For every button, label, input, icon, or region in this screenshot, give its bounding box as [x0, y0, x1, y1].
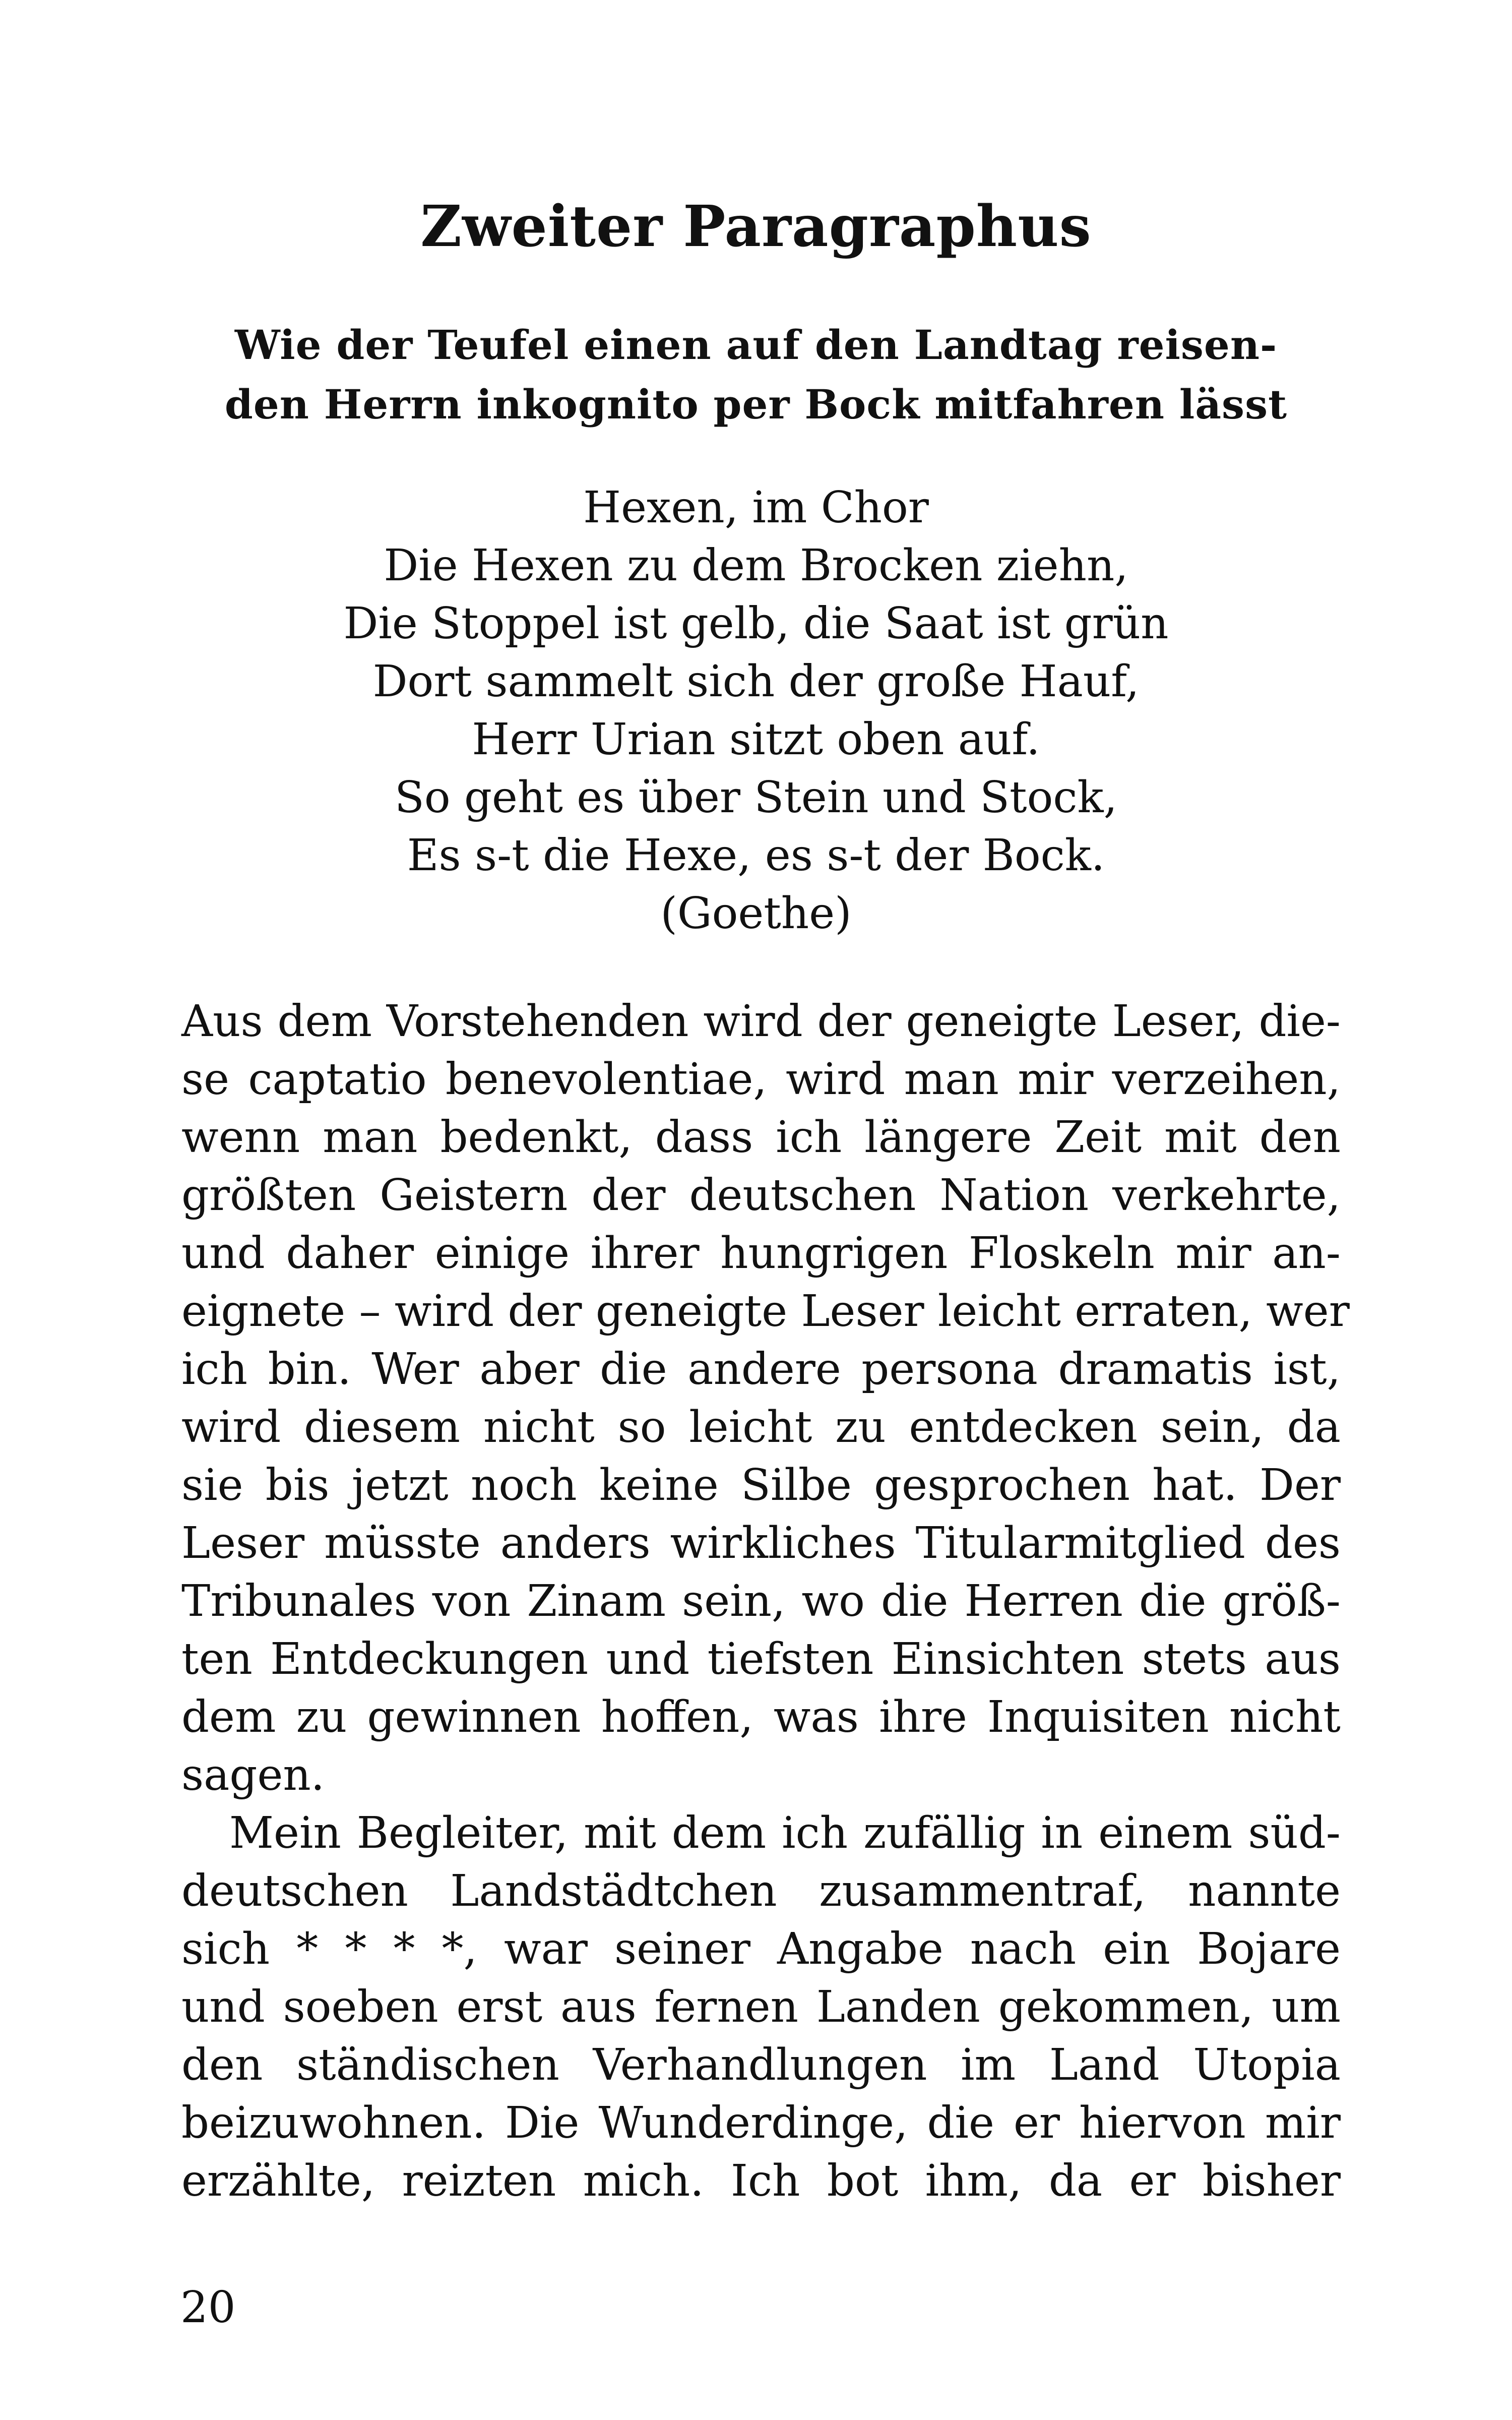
epigraph-line: So geht es über Stein und Stock,: [394, 772, 1118, 823]
paragraph: [181, 993, 1350, 1804]
text-line: ich bin. Wer aber die andere persona dramatis ist,: [181, 1344, 1341, 1395]
text-line: erzählte, reizten mich. Ich bot ihm, da er bisher: [181, 2156, 1341, 2206]
epigraph-line: Die Hexen zu dem Brocken ziehn,: [384, 540, 1128, 591]
text-line: dem zu gewinnen hoffen, was ihre Inquisiten nicht: [181, 1692, 1341, 1742]
text-line: Mein Begleiter, mit dem ich zufällig in einem süd-: [229, 1808, 1341, 1858]
text-line: den ständischen Verhandlungen im Land Utopia: [181, 2040, 1341, 2090]
epigraph-poem: [0, 479, 1512, 943]
text-line: Leser müsste anders wirkliches Titularmitglied des: [181, 1518, 1341, 1568]
text-line: sagen.: [181, 1750, 325, 1800]
epigraph-line: Hexen, im Chor: [583, 482, 929, 533]
subtitle-line: Wie der Teufel einen auf den Landtag reisen-: [234, 321, 1278, 369]
paragraph: [181, 1804, 1341, 2210]
text-line: se captatio benevolentiae, wird man mir verzeihen,: [181, 1054, 1341, 1105]
text-line: eignete – wird der geneigte Leser leicht erraten, wer: [181, 1286, 1350, 1337]
text-line: deutschen Landstädtchen zusammentraf, nannte: [181, 1866, 1341, 1916]
chapter-subtitle: [0, 315, 1512, 434]
chapter-title: Zweiter Paragraphus: [420, 194, 1092, 260]
text-line: und soeben erst aus fernen Landen gekommen, um: [181, 1982, 1341, 2032]
text-line: und daher einige ihrer hungrigen Floskeln mir an-: [181, 1228, 1341, 1279]
epigraph-attribution: (Goethe): [660, 888, 852, 939]
body-text: [181, 993, 1350, 2210]
epigraph-line: Die Stoppel ist gelb, die Saat ist grün: [343, 598, 1169, 649]
text-line: wenn man bedenkt, dass ich längere Zeit mit den: [181, 1112, 1341, 1163]
text-line: ten Entdeckungen und tiefsten Einsichten stets aus: [181, 1634, 1341, 1684]
text-line: Aus dem Vorstehenden wird der geneigte Leser, die-: [181, 996, 1341, 1047]
epigraph-line: Dort sammelt sich der große Hauf,: [372, 656, 1140, 707]
text-line: sie bis jetzt noch keine Silbe gesprochen hat. Der: [181, 1460, 1341, 1510]
text-line: sich * * * *, war seiner Angabe nach ein Bojare: [181, 1924, 1341, 1974]
text-line: Tribunales von Zinam sein, wo die Herren die größ-: [181, 1576, 1341, 1626]
subtitle-line: den Herrn inkognito per Bock mitfahren lässt: [224, 381, 1288, 428]
page-number: 20: [180, 2282, 236, 2333]
text-line: größten Geistern der deutschen Nation verkehrte,: [181, 1170, 1341, 1221]
epigraph-line: Es s-t die Hexe, es s-t der Bock.: [407, 830, 1105, 881]
text-line: beizuwohnen. Die Wunderdinge, die er hiervon mir: [181, 2098, 1341, 2148]
epigraph-line: Herr Urian sitzt oben auf.: [472, 714, 1040, 765]
text-line: wird diesem nicht so leicht zu entdecken sein, da: [181, 1402, 1341, 1453]
